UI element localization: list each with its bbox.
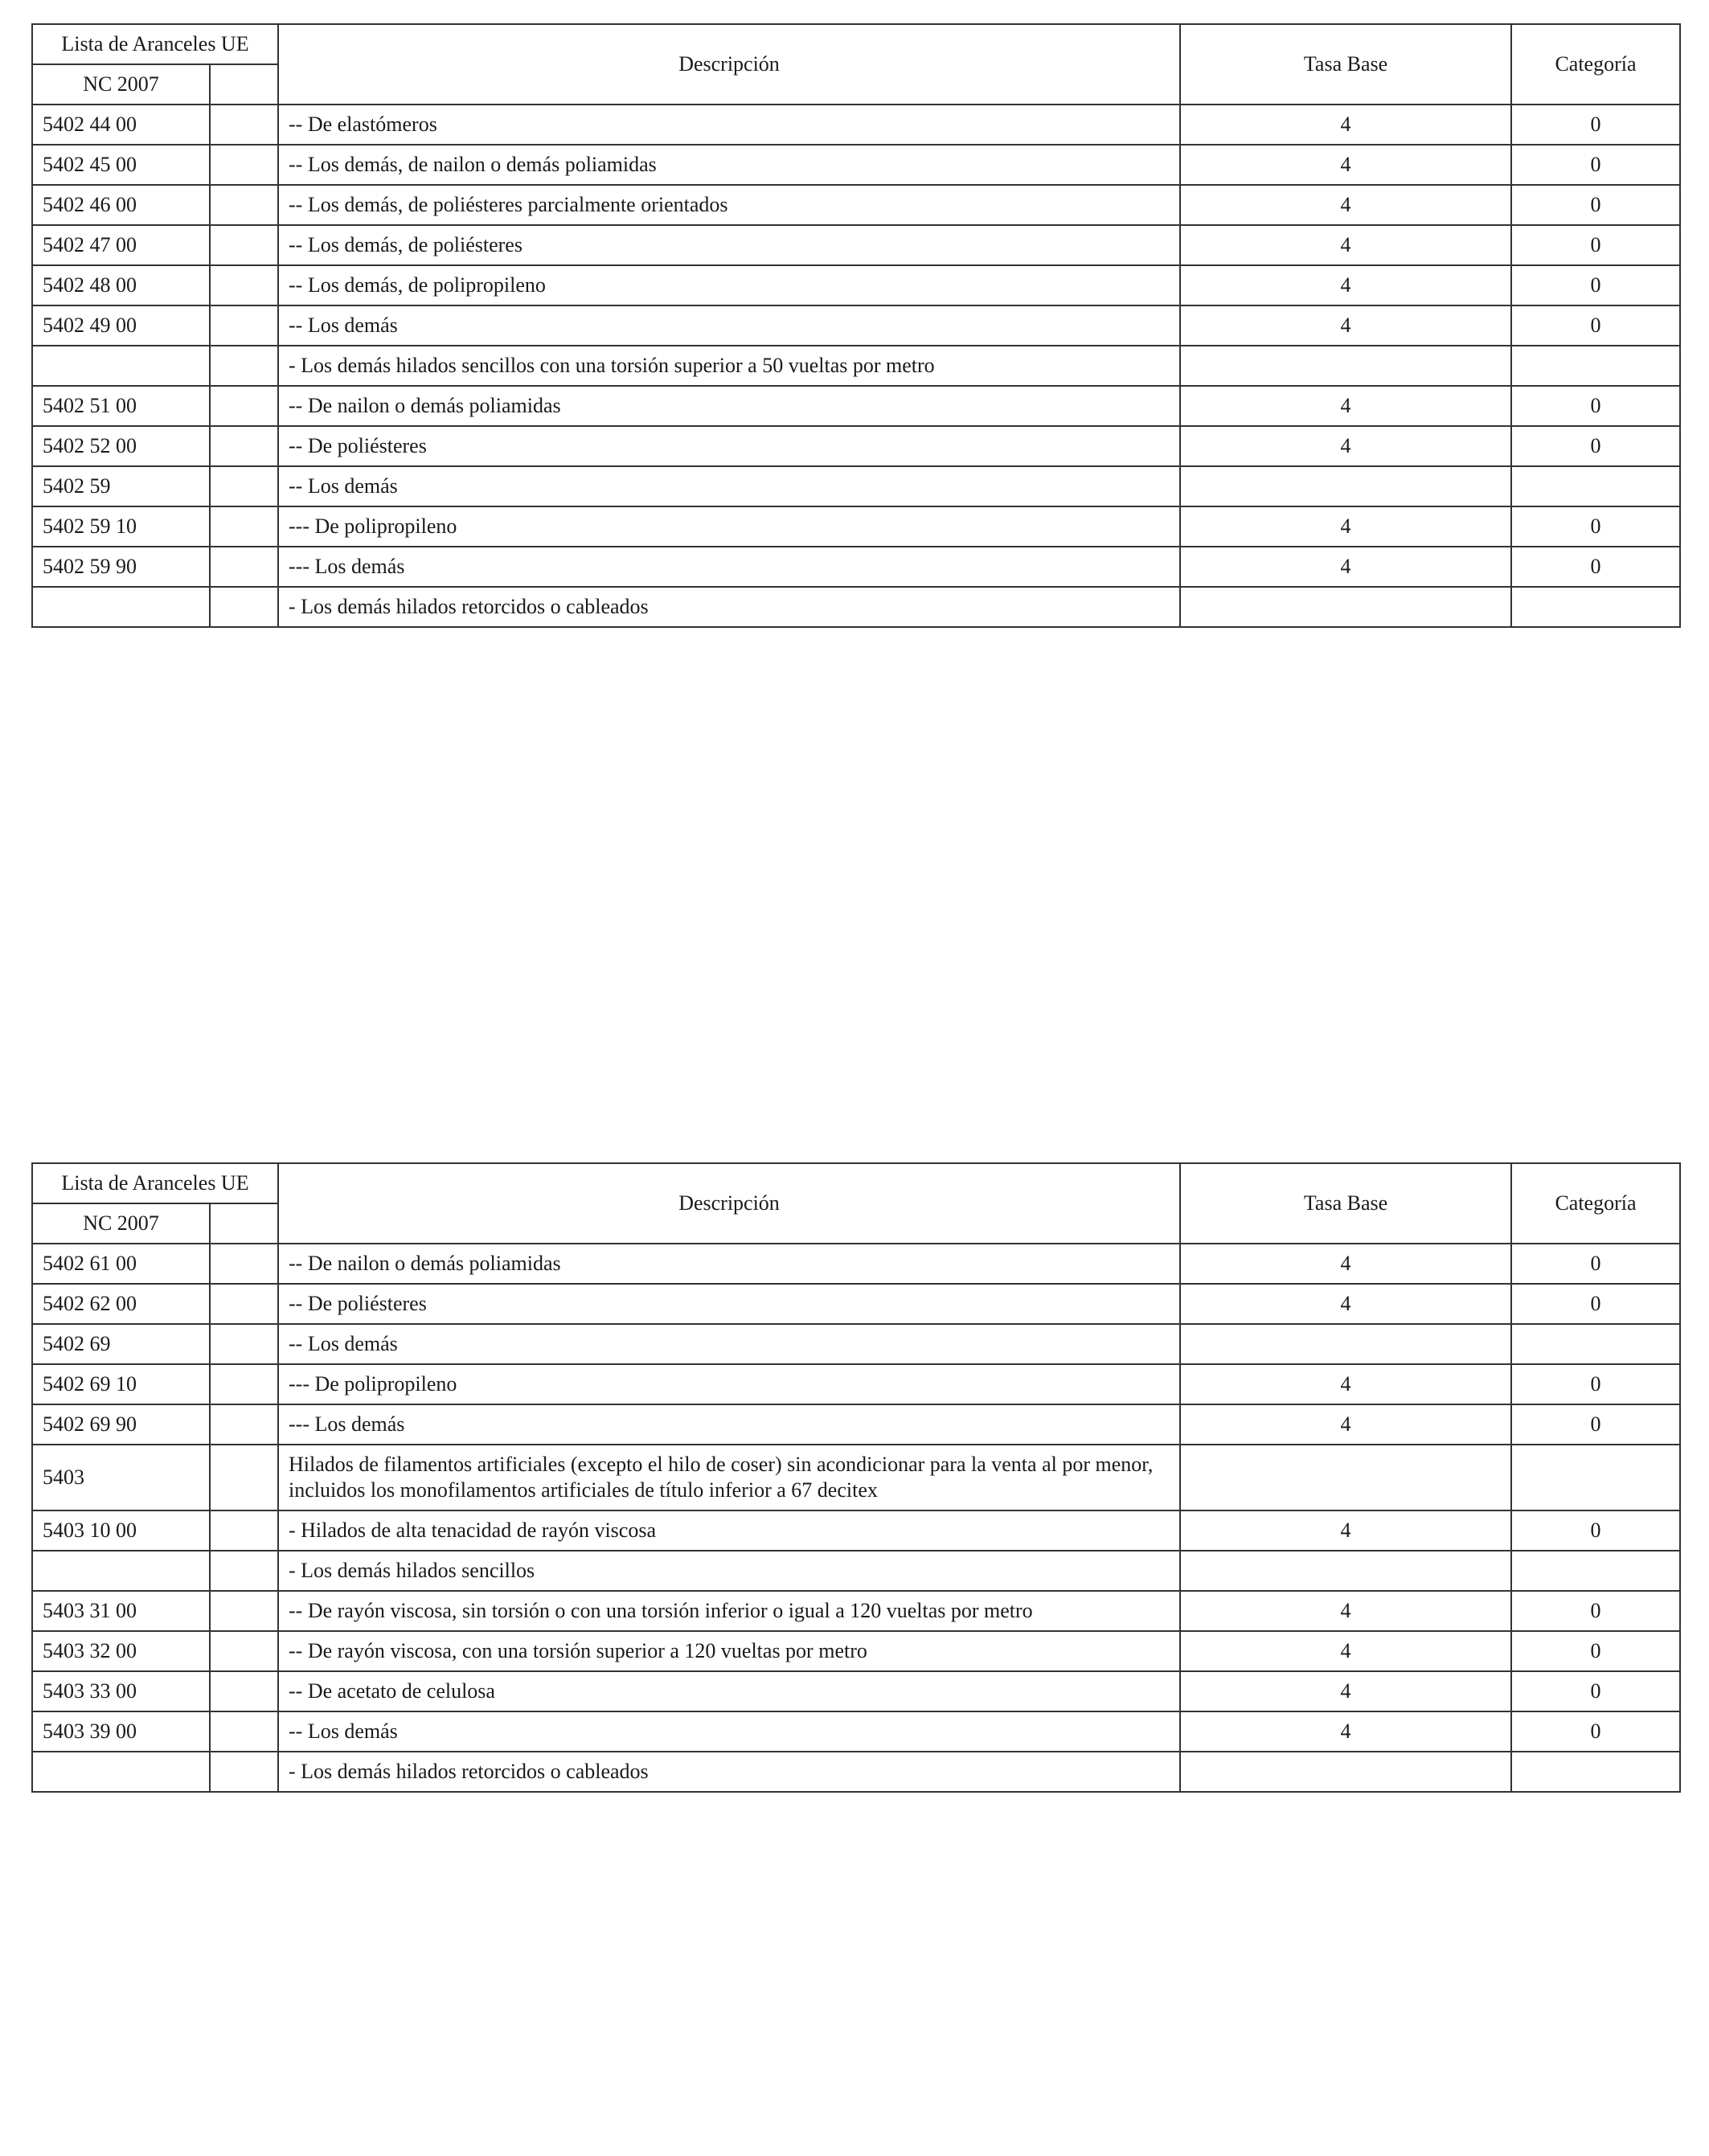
cell-blank xyxy=(210,466,278,506)
table-row xyxy=(32,506,1680,547)
cell-code: 5402 44 00 xyxy=(32,105,210,145)
header-rate: Tasa Base xyxy=(1180,24,1511,105)
cell-category: 0 xyxy=(1511,1510,1680,1551)
cell-blank xyxy=(210,1364,278,1404)
cell-rate: 4 xyxy=(1180,1244,1511,1284)
cell-blank xyxy=(210,587,278,627)
cell-description: - Los demás hilados sencillos con una torsión superior a 50 vueltas por metro xyxy=(278,346,1180,386)
cell-rate: 4 xyxy=(1180,1284,1511,1324)
cell-blank xyxy=(210,1244,278,1284)
cell-category: 0 xyxy=(1511,1364,1680,1404)
cell-rate xyxy=(1180,587,1511,627)
cell-category xyxy=(1511,1551,1680,1591)
cell-rate: 4 xyxy=(1180,386,1511,426)
cell-rate: 4 xyxy=(1180,305,1511,346)
cell-description: -- Los demás, de poliésteres xyxy=(278,225,1180,265)
cell-rate: 4 xyxy=(1180,1404,1511,1445)
cell-description: -- Los demás xyxy=(278,466,1180,506)
table-row xyxy=(32,1324,1680,1364)
table-row xyxy=(32,1711,1680,1752)
cell-description: --- De polipropileno xyxy=(278,506,1180,547)
cell-category: 0 xyxy=(1511,506,1680,547)
cell-blank xyxy=(210,547,278,587)
table-row xyxy=(32,145,1680,185)
cell-blank xyxy=(210,225,278,265)
table-row xyxy=(32,1752,1680,1792)
table-row xyxy=(32,1551,1680,1591)
cell-category: 0 xyxy=(1511,1711,1680,1752)
cell-category: 0 xyxy=(1511,426,1680,466)
cell-blank xyxy=(210,1284,278,1324)
table-row xyxy=(32,547,1680,587)
table-row xyxy=(32,1591,1680,1631)
cell-code: 5402 62 00 xyxy=(32,1284,210,1324)
cell-rate: 4 xyxy=(1180,506,1511,547)
cell-blank xyxy=(210,506,278,547)
header-description: Descripción xyxy=(278,1163,1180,1244)
cell-category: 0 xyxy=(1511,547,1680,587)
cell-category: 0 xyxy=(1511,185,1680,225)
table-row xyxy=(32,1244,1680,1284)
cell-description: --- De polipropileno xyxy=(278,1364,1180,1404)
cell-blank xyxy=(210,1671,278,1711)
table-row xyxy=(32,1671,1680,1711)
cell-code: 5403 10 00 xyxy=(32,1510,210,1551)
cell-code: 5402 69 10 xyxy=(32,1364,210,1404)
cell-rate: 4 xyxy=(1180,426,1511,466)
table-row xyxy=(32,1284,1680,1324)
cell-code: 5402 49 00 xyxy=(32,305,210,346)
cell-code: 5403 33 00 xyxy=(32,1671,210,1711)
cell-code: 5403 39 00 xyxy=(32,1711,210,1752)
cell-code: 5402 52 00 xyxy=(32,426,210,466)
cell-code xyxy=(32,346,210,386)
cell-category: 0 xyxy=(1511,105,1680,145)
cell-code xyxy=(32,1551,210,1591)
table-row xyxy=(32,426,1680,466)
header-list: Lista de Aranceles UE xyxy=(32,24,278,64)
cell-blank xyxy=(210,346,278,386)
cell-blank xyxy=(210,1324,278,1364)
cell-description: -- Los demás xyxy=(278,1711,1180,1752)
table-row xyxy=(32,305,1680,346)
cell-blank xyxy=(210,1551,278,1591)
cell-category xyxy=(1511,1445,1680,1510)
cell-rate xyxy=(1180,466,1511,506)
cell-category xyxy=(1511,346,1680,386)
table-row xyxy=(32,1631,1680,1671)
cell-blank xyxy=(210,105,278,145)
table-row xyxy=(32,185,1680,225)
cell-blank xyxy=(210,1404,278,1445)
cell-blank xyxy=(210,145,278,185)
tariff-table-1 xyxy=(31,23,1681,628)
cell-category: 0 xyxy=(1511,1404,1680,1445)
cell-code: 5403 32 00 xyxy=(32,1631,210,1671)
table-row xyxy=(32,225,1680,265)
cell-description: -- Los demás, de nailon o demás poliamidas xyxy=(278,145,1180,185)
cell-rate xyxy=(1180,1551,1511,1591)
cell-code: 5402 69 90 xyxy=(32,1404,210,1445)
cell-description: - Los demás hilados retorcidos o cableados xyxy=(278,1752,1180,1792)
cell-category: 0 xyxy=(1511,386,1680,426)
cell-description: -- De rayón viscosa, sin torsión o con una torsión inferior o igual a 120 vueltas por metro xyxy=(278,1591,1180,1631)
table-row xyxy=(32,265,1680,305)
cell-code: 5402 59 10 xyxy=(32,506,210,547)
cell-blank xyxy=(210,426,278,466)
header-description: Descripción xyxy=(278,24,1180,105)
cell-rate: 4 xyxy=(1180,105,1511,145)
cell-rate xyxy=(1180,1752,1511,1792)
header-rate: Tasa Base xyxy=(1180,1163,1511,1244)
cell-blank xyxy=(210,1631,278,1671)
cell-description: -- Los demás, de polipropileno xyxy=(278,265,1180,305)
table-row xyxy=(32,346,1680,386)
cell-description: -- De elastómeros xyxy=(278,105,1180,145)
cell-blank xyxy=(210,185,278,225)
tariff-table-2 xyxy=(31,1162,1681,1793)
cell-code: 5402 45 00 xyxy=(32,145,210,185)
cell-rate: 4 xyxy=(1180,225,1511,265)
cell-description: - Hilados de alta tenacidad de rayón viscosa xyxy=(278,1510,1180,1551)
cell-description: -- Los demás xyxy=(278,1324,1180,1364)
cell-description: -- De nailon o demás poliamidas xyxy=(278,386,1180,426)
table-row xyxy=(32,466,1680,506)
cell-description: -- De nailon o demás poliamidas xyxy=(278,1244,1180,1284)
cell-description: -- De rayón viscosa, con una torsión superior a 120 vueltas por metro xyxy=(278,1631,1180,1671)
cell-blank xyxy=(210,1752,278,1792)
cell-code: 5402 46 00 xyxy=(32,185,210,225)
cell-rate: 4 xyxy=(1180,547,1511,587)
table-row xyxy=(32,386,1680,426)
cell-category: 0 xyxy=(1511,1591,1680,1631)
cell-category: 0 xyxy=(1511,265,1680,305)
cell-rate: 4 xyxy=(1180,1711,1511,1752)
cell-description: -- De poliésteres xyxy=(278,1284,1180,1324)
cell-description: --- Los demás xyxy=(278,1404,1180,1445)
cell-rate: 4 xyxy=(1180,1631,1511,1671)
cell-code: 5402 61 00 xyxy=(32,1244,210,1284)
table-row xyxy=(32,1510,1680,1551)
cell-rate: 4 xyxy=(1180,1671,1511,1711)
header-category: Categoría xyxy=(1511,1163,1680,1244)
cell-code xyxy=(32,587,210,627)
cell-blank xyxy=(210,265,278,305)
cell-blank xyxy=(210,386,278,426)
cell-code xyxy=(32,1752,210,1792)
cell-code: 5402 59 90 xyxy=(32,547,210,587)
cell-rate xyxy=(1180,1324,1511,1364)
cell-description: -- Los demás xyxy=(278,305,1180,346)
cell-rate xyxy=(1180,346,1511,386)
header-nc: NC 2007 xyxy=(32,64,210,105)
cell-rate: 4 xyxy=(1180,1510,1511,1551)
table-row xyxy=(32,1445,1680,1510)
cell-code: 5402 51 00 xyxy=(32,386,210,426)
cell-category: 0 xyxy=(1511,225,1680,265)
cell-code: 5403 xyxy=(32,1445,210,1510)
cell-rate: 4 xyxy=(1180,185,1511,225)
cell-description: -- Los demás, de poliésteres parcialmente orientados xyxy=(278,185,1180,225)
cell-description: - Los demás hilados retorcidos o cableados xyxy=(278,587,1180,627)
cell-category xyxy=(1511,587,1680,627)
cell-rate: 4 xyxy=(1180,1591,1511,1631)
cell-code: 5403 31 00 xyxy=(32,1591,210,1631)
table-row xyxy=(32,587,1680,627)
cell-description: Hilados de filamentos artificiales (excepto el hilo de coser) sin acondicionar para la venta al por menor, incluidos los monofilamentos artificiales de título inferior a 67 decitex xyxy=(278,1445,1180,1510)
header-blank xyxy=(210,1203,278,1244)
cell-category: 0 xyxy=(1511,305,1680,346)
cell-blank xyxy=(210,1445,278,1510)
cell-rate: 4 xyxy=(1180,265,1511,305)
table-row xyxy=(32,105,1680,145)
cell-blank xyxy=(210,1510,278,1551)
cell-code: 5402 59 xyxy=(32,466,210,506)
cell-code: 5402 47 00 xyxy=(32,225,210,265)
cell-category: 0 xyxy=(1511,1631,1680,1671)
cell-category xyxy=(1511,466,1680,506)
header-list: Lista de Aranceles UE xyxy=(32,1163,278,1203)
table-row xyxy=(32,1404,1680,1445)
cell-rate: 4 xyxy=(1180,1364,1511,1404)
header-blank xyxy=(210,64,278,105)
header-category: Categoría xyxy=(1511,24,1680,105)
cell-category xyxy=(1511,1752,1680,1792)
cell-rate: 4 xyxy=(1180,145,1511,185)
cell-blank xyxy=(210,305,278,346)
cell-category: 0 xyxy=(1511,145,1680,185)
cell-code: 5402 69 xyxy=(32,1324,210,1364)
cell-description: --- Los demás xyxy=(278,547,1180,587)
table-row xyxy=(32,1364,1680,1404)
cell-blank xyxy=(210,1591,278,1631)
cell-category: 0 xyxy=(1511,1671,1680,1711)
cell-category xyxy=(1511,1324,1680,1364)
cell-rate xyxy=(1180,1445,1511,1510)
cell-description: - Los demás hilados sencillos xyxy=(278,1551,1180,1591)
cell-description: -- De acetato de celulosa xyxy=(278,1671,1180,1711)
header-nc: NC 2007 xyxy=(32,1203,210,1244)
cell-blank xyxy=(210,1711,278,1752)
cell-category: 0 xyxy=(1511,1284,1680,1324)
cell-category: 0 xyxy=(1511,1244,1680,1284)
cell-code: 5402 48 00 xyxy=(32,265,210,305)
cell-description: -- De poliésteres xyxy=(278,426,1180,466)
